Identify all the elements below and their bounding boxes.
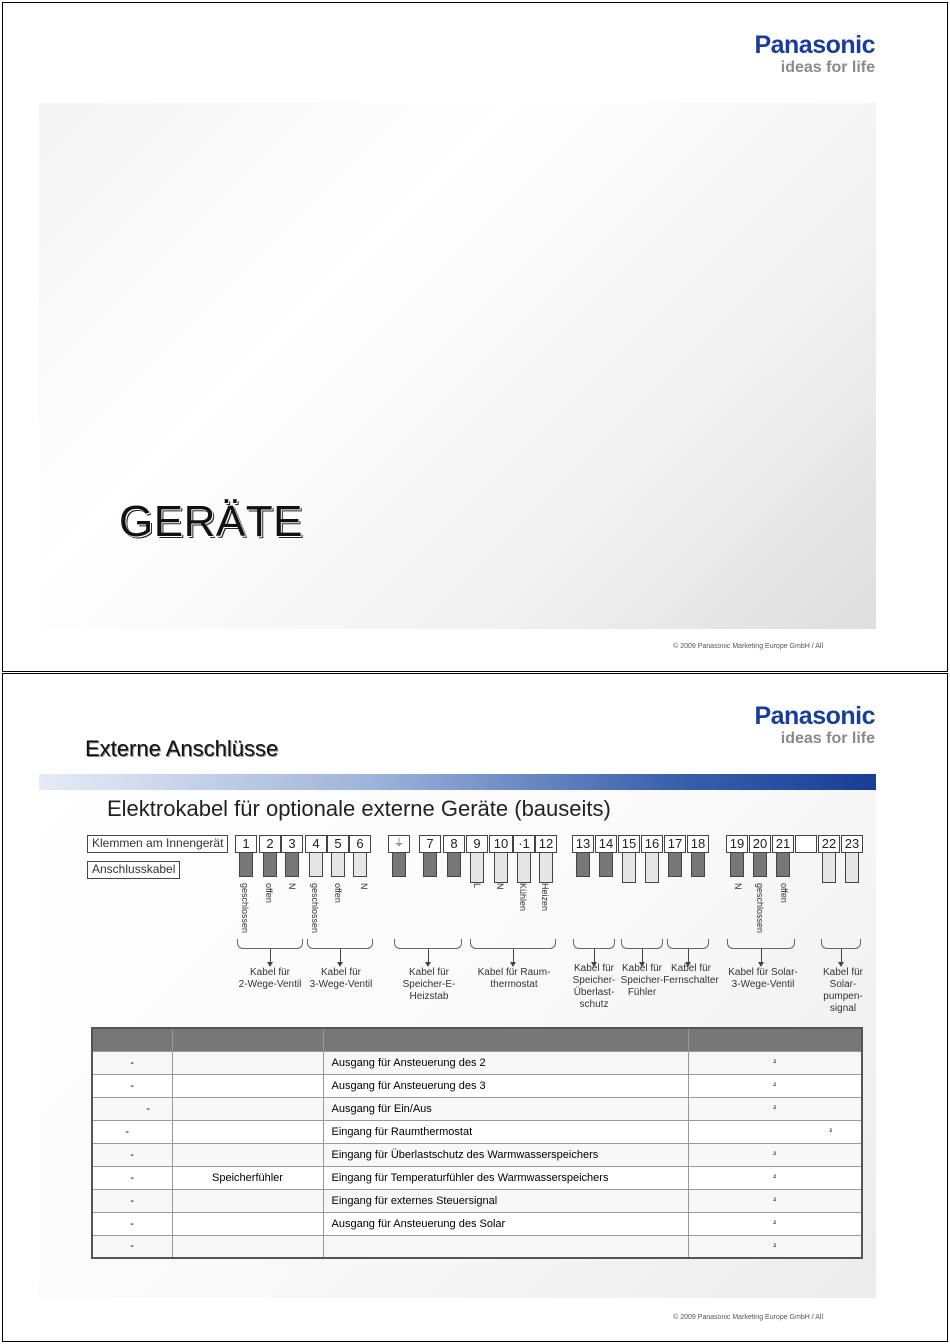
terminal-22: 22 xyxy=(818,835,840,853)
table-cell: - xyxy=(92,1143,172,1166)
plug-20 xyxy=(753,853,767,877)
table-cell: ² xyxy=(688,1235,862,1258)
plug-ground xyxy=(392,853,406,877)
cable-label-solar-pump: Kabel für Solar- pumpen- signal xyxy=(822,967,864,1014)
cable-label-remote: Kabel für Fernschalter xyxy=(663,963,719,986)
table-row xyxy=(92,1120,862,1143)
terminal-6: 6 xyxy=(349,835,371,853)
plug-2 xyxy=(263,853,277,877)
table-cell: Eingang für Raumthermostat xyxy=(323,1120,688,1143)
plug-22 xyxy=(822,853,836,883)
wire-label: N xyxy=(359,883,369,890)
table-cell xyxy=(172,1235,323,1258)
table-cell: ² xyxy=(688,1143,862,1166)
table-cell: - xyxy=(92,1074,172,1097)
table-row xyxy=(92,1074,862,1097)
down-arrow-icon xyxy=(340,949,341,963)
wire-label: geschlossen xyxy=(310,883,320,934)
table-row xyxy=(92,1051,862,1074)
terminal-10: 10 xyxy=(489,835,513,853)
copyright-note: © 2009 Panasonic Marketing Europe GmbH / All xyxy=(673,1314,823,1321)
down-arrow-icon xyxy=(642,949,643,963)
table-cell xyxy=(172,1120,323,1143)
header-bar xyxy=(39,774,876,790)
terminal-4: 4 xyxy=(305,835,327,853)
terminal-20: 20 xyxy=(749,835,771,853)
section-title: GERÄTE xyxy=(119,497,303,546)
table-cell: Ausgang für Ansteuerung des Solar xyxy=(323,1212,688,1235)
group-brace xyxy=(573,939,615,949)
table-cell: Ausgang für Ein/Aus xyxy=(323,1097,688,1120)
plug-11 xyxy=(517,853,531,883)
table-cell: - xyxy=(92,1120,172,1143)
terminal-17: 17 xyxy=(664,835,686,853)
plug-15 xyxy=(622,853,636,883)
terminal-ground: ⏚ xyxy=(388,835,410,853)
table-cell: ² xyxy=(688,1097,862,1120)
table-cell: Eingang für Überlastschutz des Warmwasserspeichers xyxy=(323,1143,688,1166)
plug-16 xyxy=(645,853,659,883)
logo-brand: Panasonic xyxy=(754,702,875,730)
table-cell xyxy=(172,1051,323,1074)
content-heading: Elektrokabel für optionale externe Geräte (bauseits) xyxy=(107,796,611,821)
table-cell: ² xyxy=(688,1189,862,1212)
terminal-1: 1 xyxy=(235,835,257,853)
table-cell: - xyxy=(92,1166,172,1189)
terminal-14: 14 xyxy=(595,835,617,853)
table-cell xyxy=(172,1189,323,1212)
terminal-9: 9 xyxy=(466,835,488,853)
down-arrow-icon xyxy=(688,949,689,963)
table-cell: - xyxy=(92,1189,172,1212)
group-brace xyxy=(394,939,462,949)
table-cell xyxy=(172,1143,323,1166)
plug-19 xyxy=(730,853,744,877)
down-arrow-icon xyxy=(761,949,762,963)
down-arrow-icon xyxy=(428,949,429,963)
table-cell xyxy=(323,1235,688,1258)
terminal-2: 2 xyxy=(259,835,281,853)
table-cell: Speicherfühler xyxy=(172,1166,323,1189)
plug-3 xyxy=(285,853,299,877)
table-header-cell xyxy=(688,1028,862,1051)
group-brace xyxy=(667,939,709,949)
plug-8 xyxy=(447,853,461,877)
logo-brand: Panasonic xyxy=(754,31,875,59)
table-row xyxy=(92,1097,862,1120)
plug-4 xyxy=(309,853,323,877)
terminal-empty xyxy=(795,835,817,853)
slide-title: Externe Anschlüsse xyxy=(85,736,279,761)
terminal-3: 3 xyxy=(281,835,303,853)
plug-5 xyxy=(331,853,345,877)
table-header-cell xyxy=(92,1028,172,1051)
terminal-13: 13 xyxy=(572,835,594,853)
terminals-label: Klemmen am Innengerät xyxy=(87,835,228,853)
group-brace xyxy=(621,939,663,949)
down-arrow-icon xyxy=(270,949,271,963)
table-header-row xyxy=(92,1028,862,1051)
terminal-11: ·1 xyxy=(513,835,535,853)
terminal-12: 12 xyxy=(535,835,557,853)
plug-6 xyxy=(353,853,367,877)
table-row xyxy=(92,1235,862,1258)
plug-10 xyxy=(494,853,508,883)
table-cell: ² xyxy=(688,1166,862,1189)
plug-13 xyxy=(576,853,590,877)
cable-label-solar-valve: Kabel für Solar- 3-Wege-Ventil xyxy=(728,967,798,990)
table-cell: Eingang für Temperaturfühler des Warmwasserspeichers xyxy=(323,1166,688,1189)
table-row xyxy=(92,1212,862,1235)
table-cell: ² xyxy=(688,1120,862,1143)
table-cell xyxy=(172,1212,323,1235)
terminal-16: 16 xyxy=(641,835,663,853)
wire-label: L xyxy=(472,883,482,889)
copyright-note: © 2009 Panasonic Marketing Europe GmbH / All xyxy=(673,643,823,650)
wire-label: offen xyxy=(264,883,274,903)
terminal-5: 5 xyxy=(327,835,349,853)
table-cell: - xyxy=(92,1235,172,1258)
table-cell: - xyxy=(92,1051,172,1074)
table-cell: ² xyxy=(688,1074,862,1097)
wire-label: geschlossen xyxy=(240,883,250,934)
table-row xyxy=(92,1166,862,1189)
logo-tagline: ideas for life xyxy=(780,59,875,76)
group-brace xyxy=(727,939,795,949)
group-brace xyxy=(470,939,556,949)
connection-table xyxy=(91,1027,863,1259)
table-cell: Ausgang für Ansteuerung des 3 xyxy=(323,1074,688,1097)
group-brace xyxy=(307,939,373,949)
wire-label: offen xyxy=(779,883,789,903)
wire-label: N xyxy=(287,883,297,890)
plug-9 xyxy=(470,853,484,883)
table-row xyxy=(92,1189,862,1212)
cable-label-3way-valve: Kabel für 3-Wege-Ventil xyxy=(309,967,373,990)
table-cell xyxy=(172,1074,323,1097)
cables-label: Anschlusskabel xyxy=(87,861,180,879)
slide-externe-anschluesse xyxy=(2,673,948,1342)
wire-label: Heizen xyxy=(540,883,550,912)
table-header-cell xyxy=(323,1028,688,1051)
wire-label: geschlossen xyxy=(755,883,765,934)
cable-label-overload: Kabel für Speicher- Überlast- schutz xyxy=(572,963,616,1010)
panasonic-logo xyxy=(754,31,875,77)
plug-18 xyxy=(691,853,705,877)
plug-23 xyxy=(845,853,859,883)
slide-geraete xyxy=(2,2,948,672)
down-arrow-icon xyxy=(841,949,842,963)
wire-label: N xyxy=(495,883,505,890)
table-cell: Eingang für externes Steuersignal xyxy=(323,1189,688,1212)
plug-21 xyxy=(776,853,790,877)
down-arrow-icon xyxy=(513,949,514,963)
plug-7 xyxy=(423,853,437,877)
terminal-23: 23 xyxy=(841,835,863,853)
plug-17 xyxy=(668,853,682,877)
table-header-cell xyxy=(172,1028,323,1051)
table-cell: Ausgang für Ansteuerung des 2 xyxy=(323,1051,688,1074)
terminal-21: 21 xyxy=(772,835,794,853)
wire-label: offen xyxy=(333,883,343,903)
group-brace xyxy=(821,939,861,949)
table-cell: - xyxy=(92,1097,172,1120)
cable-label-2way-valve: Kabel für 2-Wege-Ventil xyxy=(238,967,302,990)
plug-12 xyxy=(539,853,553,883)
cable-label-heater: Kabel für Speicher-E- Heizstab xyxy=(402,967,456,1002)
terminal-8: 8 xyxy=(443,835,465,853)
cable-label-thermostat: Kabel für Raum- thermostat xyxy=(477,967,551,990)
title-panel xyxy=(39,103,876,629)
table-cell: ² xyxy=(688,1051,862,1074)
cable-label-sensor: Kabel für Speicher- Fühler xyxy=(620,963,664,998)
down-arrow-icon xyxy=(594,949,595,963)
table-row xyxy=(92,1143,862,1166)
plug-1 xyxy=(239,853,253,877)
terminal-diagram xyxy=(83,831,873,1021)
wire-label: Kühlen xyxy=(518,883,528,912)
table-cell: ² xyxy=(688,1212,862,1235)
logo-tagline: ideas for life xyxy=(780,730,875,747)
terminal-15: 15 xyxy=(618,835,640,853)
group-brace xyxy=(237,939,303,949)
terminal-19: 19 xyxy=(726,835,748,853)
terminal-18: 18 xyxy=(687,835,709,853)
table-cell: - xyxy=(92,1212,172,1235)
panasonic-logo xyxy=(754,702,875,748)
wire-label: N xyxy=(733,883,743,890)
terminal-7: 7 xyxy=(419,835,441,853)
plug-14 xyxy=(599,853,613,877)
table-cell xyxy=(172,1097,323,1120)
